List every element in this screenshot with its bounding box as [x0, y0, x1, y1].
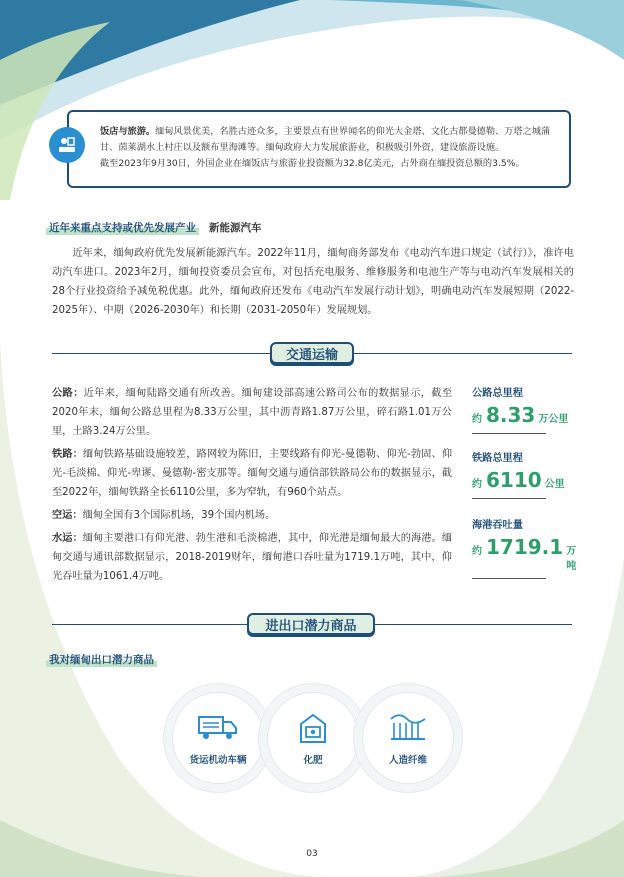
- product-truck: [172, 692, 264, 784]
- stat-port-unit: 万吨: [566, 546, 577, 572]
- products-label: 我对缅甸出口潜力商品: [46, 652, 157, 667]
- rail-label: 铁路: [52, 449, 73, 460]
- tourism-text: [100, 124, 562, 172]
- product-fiber: [362, 692, 454, 784]
- stat-rail-unit: 公里: [544, 479, 565, 490]
- truck-icon: [197, 710, 239, 746]
- stat-rail-value: 6110: [486, 468, 542, 492]
- tourism-line2: 截至2023年9月30日，外国企业在缅饭店与旅游业投资额为32.8亿美元，占外商在缅投资总额的3.5%。: [100, 158, 525, 169]
- rail-sep: ：: [72, 449, 84, 460]
- product-truck-label: 货运机动车辆: [189, 755, 247, 766]
- stat-port-label: 海港吞吐量: [472, 520, 523, 531]
- priority-row: [46, 219, 262, 235]
- stat-road-rule: [472, 433, 546, 434]
- water-label: 水运: [52, 533, 73, 544]
- stat-road-value: 8.33: [486, 403, 536, 427]
- water-text: 缅甸主要港口有仰光港、勃生港和毛淡棉港，其中，仰光港是缅甸最大的海港。缅甸交通与通讯部数据显示，2018-2019财年，缅甸港口吞吐量为1719.1万吨，其中，仰光吞吐量为1061.4万吨。: [52, 533, 453, 582]
- product-fertilizer: [267, 692, 359, 784]
- stat-rail-pre: 约: [472, 479, 482, 490]
- transport-water: [52, 529, 452, 586]
- tourism-title: 饭店与旅游。: [100, 126, 156, 137]
- priority-label: 近年来重点支持或优先发展产业: [46, 220, 199, 235]
- stat-port-value: 1719.1: [486, 535, 564, 559]
- transport-road: [52, 384, 452, 441]
- priority-title: 新能源汽车: [209, 221, 262, 234]
- road-label: 公路: [52, 388, 74, 399]
- transport-rail: [52, 445, 452, 502]
- fertilizer-icon: [292, 710, 334, 746]
- page-number: 03: [306, 849, 318, 859]
- fiber-icon: [387, 710, 429, 746]
- air-label: 空运: [52, 510, 73, 521]
- rail-text: 缅甸铁路基础设施较差，路网较为陈旧，主要线路有仰光-曼德勒、仰光-勃固、仰光-毛淡棉、仰光-卑谬、曼德勒-密支那等。缅甸交通与通信部铁路局公布的数据显示，截至2022年，缅甸铁路全长6110公里，多为窄轨，有960个站点。: [52, 449, 453, 498]
- priority-paragraph: 近年来，缅甸政府优先发展新能源汽车。2022年11月，缅甸商务部发布《电动汽车进口规定（试行）》，准许电动汽车进口。2023年2月，缅甸投资委员会宣布，对包括充电服务、维修服务和电池生产等与电动汽车发展相关的28个行业投资给予减免税优惠。此外，缅甸政府还发布《电动汽车发展行动计划》，明确电动汽车发展短期（2022-2025年）、中期（2026-2030年）和长期（2031-2050年）发展规划。: [52, 248, 574, 316]
- tourism-line1: 缅甸风景优美，名胜古迹众多，主要景点有世界闻名的仰光大金塔、文化古都曼德勒、万塔之城蒲甘、茵莱湖水上村庄以及额布里海滩等。缅甸政府大力发展旅游业，积极吸引外资，建设旅游设施。: [100, 126, 551, 153]
- road-sep: ：: [73, 388, 84, 399]
- transport-air: [52, 506, 452, 525]
- stat-port-rule: [472, 578, 546, 579]
- stat-rail-label: 铁路总里程: [472, 453, 523, 464]
- transport-heading: 交通运输: [270, 342, 354, 364]
- water-sep: ：: [72, 533, 83, 544]
- stat-port-pre: 约: [472, 546, 482, 557]
- air-sep: ：: [72, 510, 83, 521]
- stat-rail-rule: [472, 498, 546, 499]
- stat-road-unit: 万公里: [538, 414, 569, 425]
- tourism-icon: [49, 127, 85, 163]
- stat-road-pre: 约: [472, 414, 482, 425]
- air-text: 缅甸全国有3个国际机场，39个国内机场。: [82, 510, 276, 521]
- road-text: 近年来，缅甸陆路交通有所改善。缅甸建设部高速公路司公布的数据显示，截至2020年末，缅甸公路总里程为8.33万公里，其中沥青路1.87万公里，碎石路1.01万公里，土路3.24万公里。: [52, 388, 453, 437]
- stat-road-label: 公路总里程: [472, 388, 523, 399]
- trade-heading: 进出口潜力商品: [247, 613, 375, 635]
- product-fertilizer-label: 化肥: [303, 755, 323, 766]
- stat-rail: [472, 452, 582, 499]
- stat-port: [472, 519, 582, 579]
- product-fiber-label: 人造纤维: [388, 755, 427, 766]
- stat-road: [472, 387, 582, 434]
- transport-text: [52, 384, 452, 590]
